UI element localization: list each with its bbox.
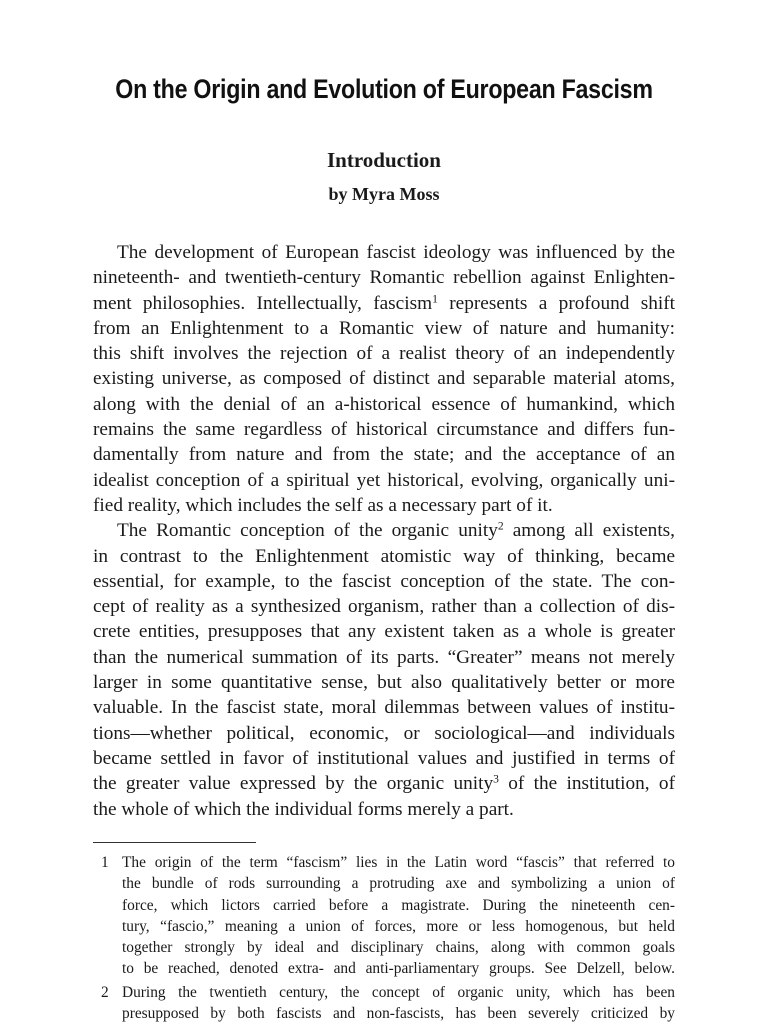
text-line: remains the same regardless of historical circumstance and differs fun- <box>93 419 675 441</box>
chapter-title: On the Origin and Evolution of European Fascism <box>115 74 653 104</box>
text-line: ment philosophies. Intellectually, fascism$^1$ represents a profound shift <box>93 292 676 314</box>
text-line: crete entities, presupposes that any existent taken as a whole is greater <box>93 621 675 643</box>
footnote-2 <box>93 982 675 1024</box>
footnote-line: the bundle of rods surrounding a protruding axe and symbolizing a union of <box>122 875 675 893</box>
body-text <box>93 240 675 822</box>
text-line: than the numerical summation of its parts. “Greater” means not merely <box>93 646 675 668</box>
footnote-number: 2 <box>101 983 109 1001</box>
footnote-line: to be reached, denoted extra- and anti-parliamentary groups. See Delzell, below. <box>122 960 675 978</box>
text-line: damentally from nature and from the state; and the acceptance of an <box>93 444 675 466</box>
text-line: essential, for example, to the fascist conception of the state. The con- <box>93 570 675 592</box>
footnote-line: During the twentieth century, the concept of organic unity, which has been <box>122 983 675 1001</box>
text-line: tions—whether political, economic, or sociological—and individuals <box>93 722 675 744</box>
text-line: in contrast to the Enlightenment atomistic way of thinking, became <box>93 545 675 567</box>
text-line: the whole of which the individual forms merely a part. <box>93 798 514 820</box>
footnotes <box>93 852 675 1024</box>
text-line: fied reality, which includes the self as a necessary part of it. <box>93 494 553 516</box>
text-line: The development of European fascist ideology was influenced by the <box>117 242 675 263</box>
text-line: cept of reality as a synthesized organism, rather than a collection of dis- <box>93 596 675 618</box>
footnote-ref[interactable]: 2 <box>497 519 504 533</box>
paragraph-1 <box>93 240 675 518</box>
paragraph-2 <box>93 518 675 822</box>
text-line: from an Enlightenment to a Romantic view of nature and humanity: <box>93 317 675 339</box>
text-line: along with the denial of an a-historical essence of humankind, which <box>93 393 675 415</box>
text-line: valuable. In the fascist state, moral dilemmas between values of institu- <box>93 697 675 719</box>
footnote-ref[interactable]: 3 <box>493 772 499 786</box>
footnote-line: presupposed by both fascists and non-fascists, has been severely criticized by <box>122 1005 675 1023</box>
footnote-separator <box>93 842 256 843</box>
footnote-number: 1 <box>101 854 109 871</box>
byline: by Myra Moss <box>328 184 440 204</box>
text-line: this shift involves the rejection of a realist theory of an independently <box>93 343 675 365</box>
section-title: Introduction <box>327 148 441 172</box>
footnote-1 <box>93 852 675 980</box>
text-line: The Romantic conception of the organic unity$^2$ among all existents, <box>117 519 675 542</box>
footnote-line: tury, “fascio,” meaning a union of forces, more or less homogenous, but held <box>122 917 675 935</box>
text-line: idealist conception of a spiritual yet historical, evolving, organically uni- <box>93 469 675 491</box>
footnote-line: The origin of the term “fascism” lies in the Latin word “fascis” that referred to <box>122 854 675 871</box>
footnote-line: force, which lictors carried before a magistrate. During the nineteenth cen- <box>122 896 675 914</box>
text-line: existing universe, as composed of distinct and separable material atoms, <box>93 368 675 390</box>
text-line: nineteenth- and twentieth-century Romantic rebellion against Enlighten- <box>93 267 675 289</box>
text-line: became settled in favor of institutional values and justified in terms of <box>93 747 675 769</box>
text-line: larger in some quantitative sense, but also qualitatively better or more <box>93 672 675 694</box>
footnote-ref[interactable]: 1 <box>432 292 438 306</box>
footnote-line: together strongly by ideal and disciplinary chains, along with common goals <box>122 939 675 957</box>
text-line: the greater value expressed by the organic unity$^3$ of the institution, of <box>93 772 675 795</box>
